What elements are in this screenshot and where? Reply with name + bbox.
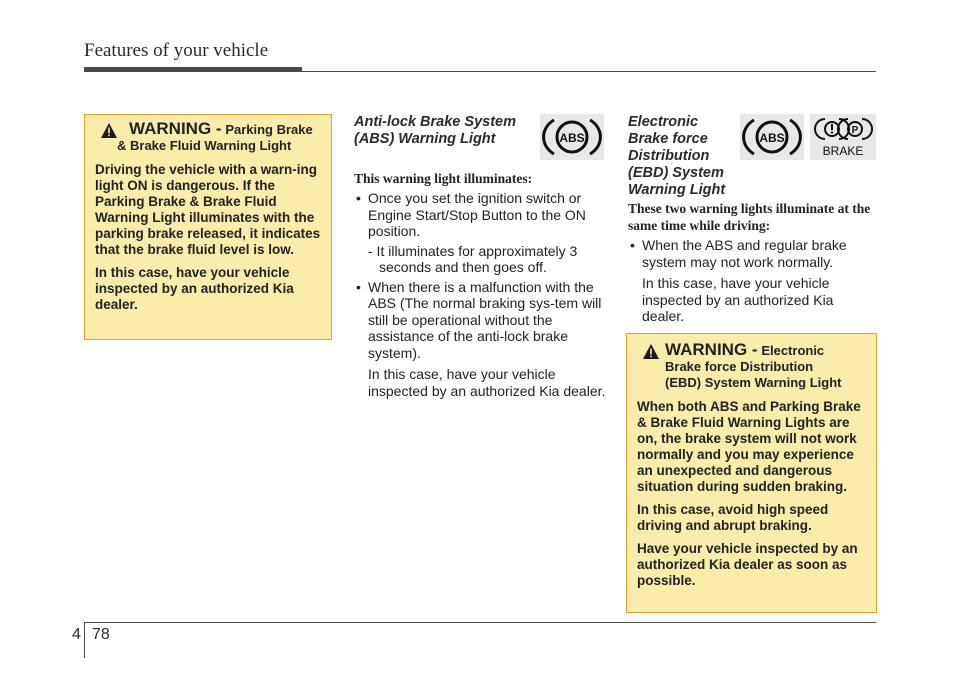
ebd-title-line-3: Distribution <box>628 148 710 164</box>
warning-paragraph: In this case, have your vehicle inspected by an authorized Kia dealer. <box>95 265 294 312</box>
warning-paragraph: Have your vehicle inspected by an authorized Kia dealer as soon as possible. <box>637 541 858 588</box>
warning-heading <box>95 121 321 154</box>
abs-intro: This warning light illuminates: <box>354 171 533 186</box>
warning-word: WARNING - <box>665 340 758 359</box>
abs-title-line-1: Anti-lock Brake System <box>354 114 516 130</box>
ebd-abs-icon <box>740 114 804 160</box>
abs-warning-icon <box>540 114 604 160</box>
footer-divider <box>84 622 85 658</box>
warning-subtitle-cont: & Brake Fluid Warning Light <box>117 138 292 153</box>
warning-paragraph: In this case, avoid high speed driving and abrupt braking. <box>637 502 829 533</box>
ebd-note: In this case, have your vehicle inspected by an authorized Kia dealer. <box>642 275 834 324</box>
abs-bullet-1: • Once you set the ignition switch or Engine Start/Stop Button to the ON position. <box>354 190 606 240</box>
abs-icon-label: ABS <box>559 131 585 145</box>
warning-subtitle: Parking Brake <box>225 122 313 137</box>
abs-body <box>354 190 606 399</box>
page-number: 78 <box>92 626 110 643</box>
footer-rule <box>84 622 876 623</box>
warning-subtitle-cont: Brake force Distribution <box>665 359 814 374</box>
abs-bullet-2: • When there is a malfunction with the ABS (The normal braking sys-tem will still be operational without the assistance of the anti-lock brake system). <box>354 279 606 362</box>
ebd-bullet-1: • When the ABS and regular brake system may not work normally. <box>628 237 878 270</box>
abs-icon <box>740 114 804 160</box>
warning-triangle-icon <box>643 344 659 359</box>
abs-icon <box>540 114 604 160</box>
warning-box-ebd <box>626 333 877 613</box>
ebd-title-line-5: Warning Light <box>628 182 726 198</box>
ebd-body <box>628 237 878 325</box>
chapter-number: 4 <box>72 626 81 643</box>
header-rule <box>84 71 876 72</box>
abs-title-line-2: (ABS) Warning Light <box>354 131 496 147</box>
abs-note: In this case, have your vehicle inspected by an authorized Kia dealer. <box>368 366 606 399</box>
brake-icon <box>810 114 876 160</box>
warning-word: WARNING - <box>129 119 222 138</box>
ebd-title-line-2: Brake force <box>628 131 708 147</box>
warning-paragraph: When both ABS and Parking Brake & Brake Fluid Warning Lights are on, the brake system will not work normally and you may experience an unexpected and dangerous situation during sudden braking. <box>637 399 861 494</box>
brake-icon-label: BRAKE <box>822 144 864 158</box>
warning-triangle-icon <box>101 123 117 138</box>
page-header-title: Features of your vehicle <box>84 40 269 61</box>
ebd-title-line-4: (EBD) System <box>628 165 724 181</box>
ebd-title-line-1: Electronic <box>628 114 699 130</box>
warning-paragraph: Driving the vehicle with a warn-ing light ON is dangerous. If the Parking Brake & Brake Fluid Warning Light illuminates with the parking brake released, it indicates that the brake fluid level is low. <box>95 162 321 257</box>
ebd-abs-icon-label: ABS <box>759 131 785 145</box>
ebd-intro: These two warning lights illuminate at the same time while driving: <box>628 201 871 233</box>
ebd-brake-icon <box>810 114 876 160</box>
warning-subtitle: Electronic <box>761 343 825 358</box>
warning-heading <box>637 342 866 391</box>
ebd-section-title <box>628 114 738 199</box>
warning-subtitle-cont: (EBD) System Warning Light <box>665 375 842 390</box>
svg-text:P: P <box>851 125 859 136</box>
abs-sub-note: - It illuminates for approximately 3 seconds and then goes off. <box>368 242 578 275</box>
abs-section-title <box>354 114 534 148</box>
warning-box-parking-brake <box>84 114 332 340</box>
